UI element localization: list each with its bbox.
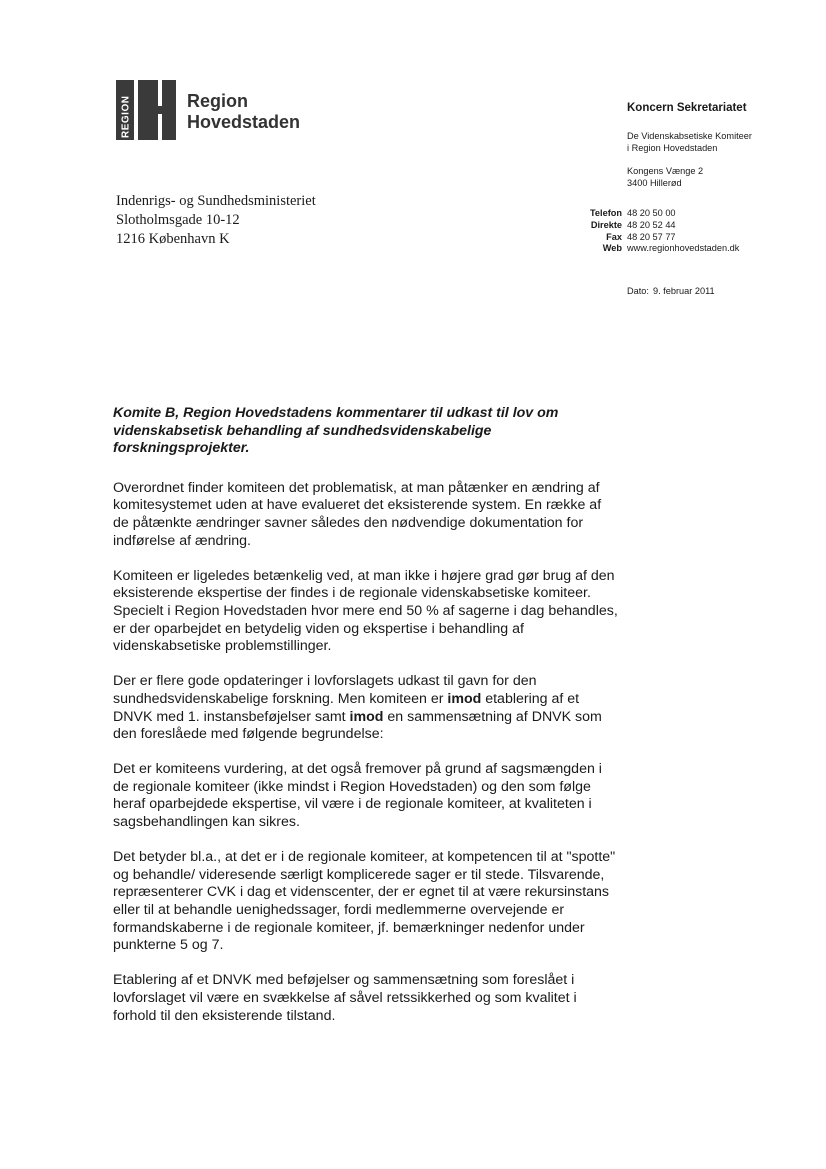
contact-label: Telefon: [590, 208, 622, 218]
body-text: etablering af et DNVK med 1. instansbeføjelser samt: [113, 690, 580, 725]
contact-row-web: [540, 243, 739, 255]
recipient-line: Slotholmsgade 10-12: [116, 212, 240, 228]
body-paragraph: Overordnet finder komiteen det problematisk, at man påtænker en ændring af komitesystemet uden at have evalueret det eksisterende system. En række af de påtænkte ændringer savner således den nødvendige dokumentation for indførelse af ændring.: [113, 479, 602, 549]
body-paragraph: Det er komiteens vurdering, at det også fremover på grund af sagsmængden i de regionale komiteer (ikke mindst i Region Hovedstaden) og den som følge heraf oparbejdede ekspertise, vil være i de regionale komiteer, at kvaliteten i sagsbehandlingen kan sikres.: [113, 761, 602, 831]
body-text: Der er flere gode opdateringer i lovforslagets udkast til gavn for den sundhedsvidenskabelige forskning. Men komiteen er: [113, 673, 537, 707]
sender-org-line: i Region Hovedstaden: [627, 142, 718, 153]
contact-label: Web: [602, 243, 622, 254]
body-paragraph: Etablering af et DNVK med beføjelser og sammensætning som foreslået i lovforslaget vil være en svækkelse af såvel retssikkerhed og som kvalitet i forhold til den eksisterende tilstand.: [113, 972, 577, 1024]
body-paragraph: Komiteen er ligeledes betænkelig ved, at man ikke i højere grad gør brug af den eksisterende ekspertise der findes i de regionale videnskabsetiske komiteer. Specielt i Region Hovedstaden hvor mere end 50 % af sagerne i dag behandles, er der oparbejdet en betydelig viden og ekspertise i behandling af videnskabsetiske problemstillinger.: [113, 567, 618, 655]
contact-label: Direkte: [590, 219, 622, 230]
body-paragraph: Det betyder bl.a., at det er i de regionale komiteer, at kompetencen til at "spotte" og behandle/ videresende særligt komplicerede sager er til stede. Tilsvarende, repræsenterer CVK i dag et videnscenter, der er egnet til at være rekursinstans eller til at behandle uenighedssager, fordi medlemmerne overvejende er formandskaberne i de regionale komiteer, jf. bemærkninger nedenfor under punkterne 5 og 7.: [113, 849, 616, 954]
recipient-address: [116, 192, 316, 249]
letter-body: [113, 405, 618, 1043]
contact-row-telefon: [540, 208, 739, 220]
contact-value: 48 20 57 77: [627, 231, 676, 242]
sender-address: [627, 166, 752, 190]
logo-wordmark: [187, 91, 300, 133]
body-text: en sammensætning af DNVK som den foreslåede med følgende begrundelse:: [113, 708, 602, 743]
sender-address-line: 3400 Hillerød: [627, 178, 682, 189]
letter-date: [627, 286, 715, 296]
date-label: Dato:: [627, 286, 649, 296]
sender-department: Koncern Sekretariatet: [627, 102, 747, 114]
recipient-line: 1216 København K: [116, 231, 230, 247]
sender-organisation: [627, 131, 752, 155]
contact-value: www.regionhovedstaden.dk: [627, 243, 740, 254]
body-paragraph: [113, 673, 618, 743]
date-value: 9. februar 2011: [652, 286, 715, 296]
sender-org-line: De Videnskabsetiske Komiteer: [627, 130, 752, 141]
contact-row-direkte: [540, 220, 739, 232]
logo-side-text: REGION: [120, 95, 132, 138]
region-hovedstaden-logo-icon: [116, 80, 176, 140]
logo-name-line2: Hovedstaden: [187, 112, 301, 132]
contact-value: 48 20 50 00: [627, 208, 676, 218]
emphasis-text: imod: [349, 708, 384, 725]
sender-block: [627, 103, 752, 202]
sender-address-line: Kongens Vænge 2: [627, 166, 704, 177]
recipient-line: Indenrigs- og Sundhedsministeriet: [116, 193, 316, 209]
logo-name-line1: Region: [187, 91, 248, 111]
contact-row-fax: [540, 232, 739, 244]
letter-title: Komite B, Region Hovedstadens kommentarer til udkast til lov om videnskabsetisk behandling af sundhedsvidenskabelige forskningsprojekter.: [113, 405, 559, 457]
emphasis-text: imod: [447, 690, 482, 707]
contact-details: [540, 208, 739, 255]
contact-label: Fax: [606, 231, 622, 242]
contact-value: 48 20 52 44: [627, 219, 676, 230]
